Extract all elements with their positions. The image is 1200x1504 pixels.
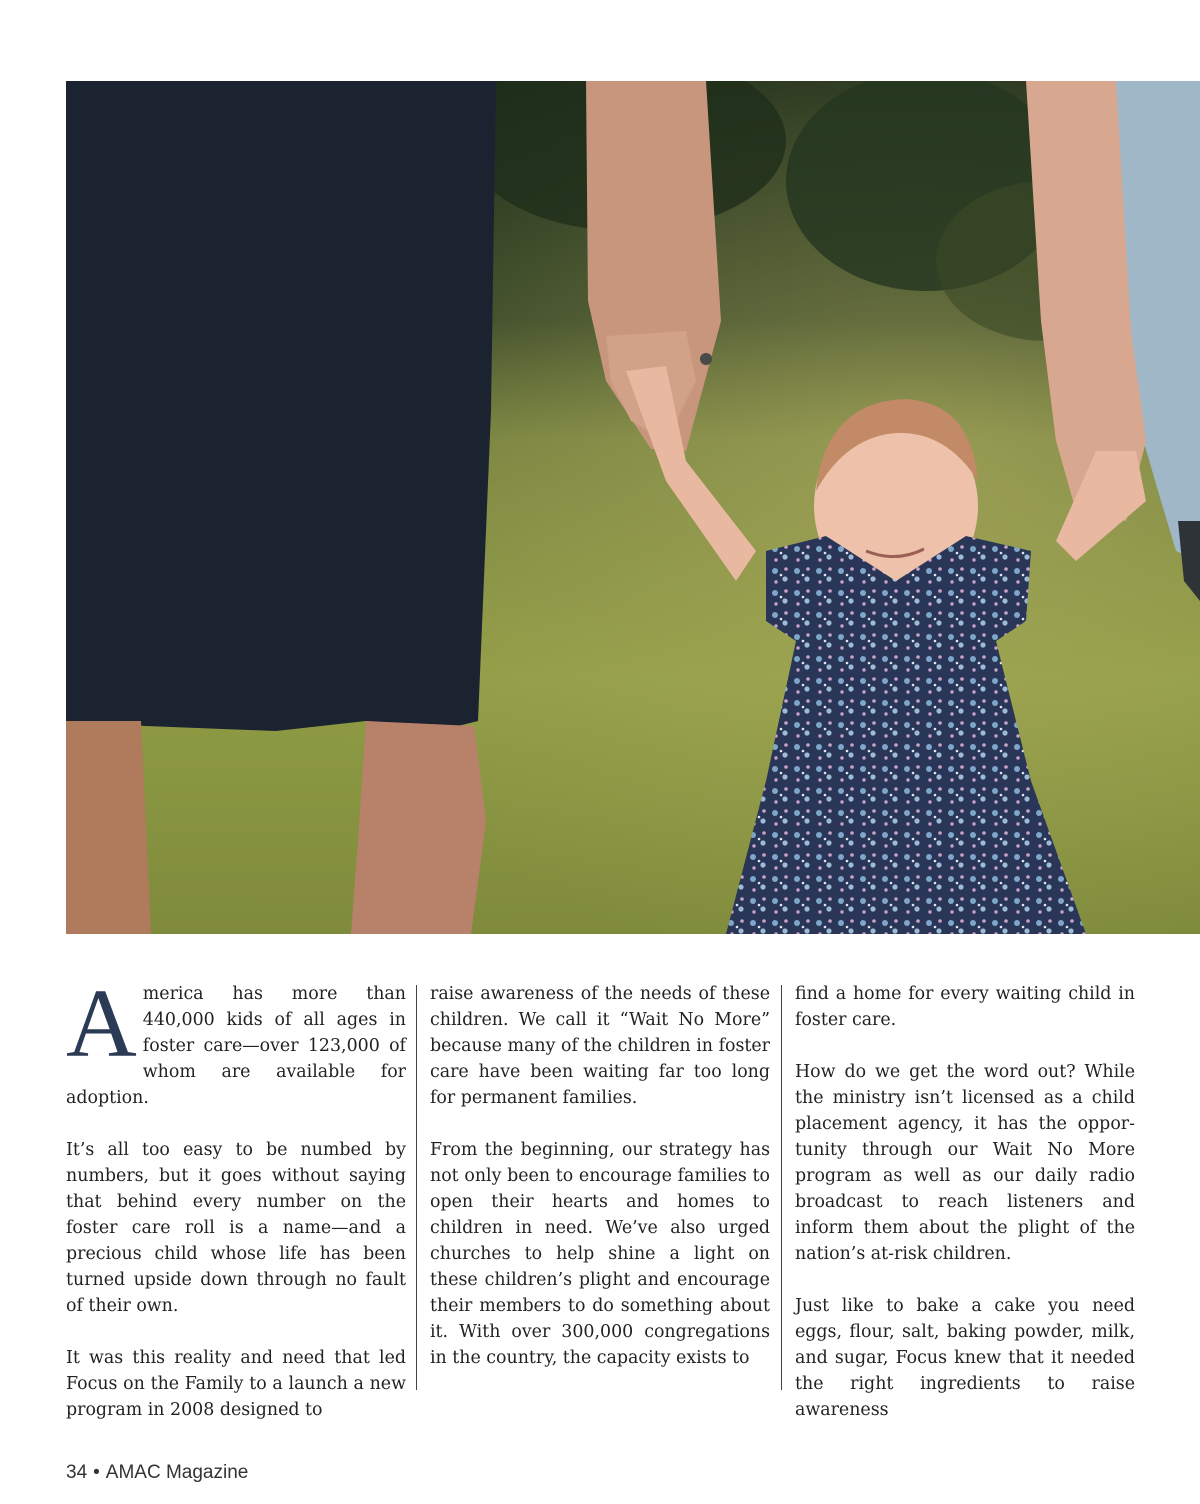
paragraph: How do we get the word out? While the ministry isn’t licensed as a child placement agency, it has the opportunity through our Wait No More program as well as our daily radio broadcast to reach listeners and inform them about the plight of the nation’s at-risk children. [795, 1062, 1135, 1264]
paragraph: It was this reality and need that led Focus on the Family to a launch a new program in 2008 designed to [66, 1348, 406, 1420]
column-divider [416, 985, 417, 1390]
article-photo [66, 81, 1200, 934]
paragraph [66, 970, 406, 1111]
article-column-2 [430, 981, 770, 1397]
paragraph: It’s all too easy to be numbed by numbers, but it goes without saying that behind every number on the foster care roll is a name—and a precious child whose life has been turned upside down through no fault of their own. [66, 1140, 406, 1316]
drop-cap: A [66, 970, 137, 1078]
article-column-1 [66, 970, 406, 1449]
publication-name: AMAC Magazine [105, 1462, 249, 1483]
page-footer [66, 1462, 248, 1484]
paragraph: find a home for every waiting child in foster care. [795, 984, 1135, 1030]
column-divider [781, 985, 782, 1390]
paragraph: raise awareness of the needs of these children. We call it “Wait No More” because many of the children in foster care have been waiting far too long for permanent families. [430, 984, 770, 1108]
paragraph-text: merica has more than 440,000 kids of all ages in foster care—over 123,000 of whom are available for adoption. [66, 984, 406, 1108]
family-walking-photo [66, 81, 1200, 934]
paragraph: From the beginning, our strategy has not only been to encourage families to open their hearts and homes to children in need. We’ve also urged churches to help shine a light on these children’s plight and encourage their members to do something about it. With over 300,000 congregations in the country, the capacity exists to [430, 1140, 770, 1368]
article-column-3 [795, 981, 1135, 1449]
page-number: 34 [66, 1462, 88, 1483]
paragraph: Just like to bake a cake you need eggs, flour, salt, baking powder, milk, and sugar, Focus knew that it needed the right ingredients to raise awareness [795, 1296, 1135, 1420]
footer-separator: • [93, 1462, 100, 1483]
